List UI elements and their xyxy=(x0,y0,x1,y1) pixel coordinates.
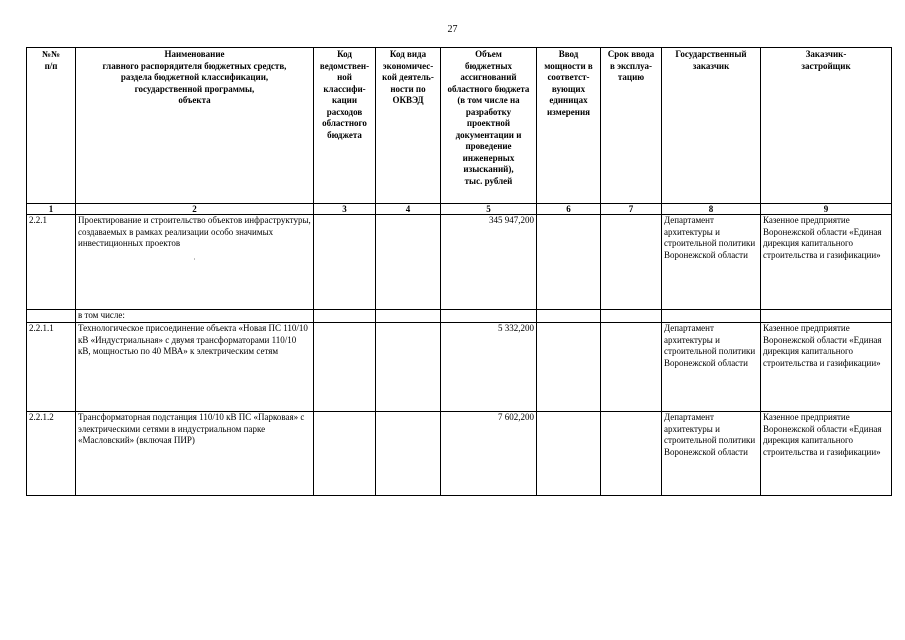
table-row xyxy=(27,412,892,496)
developer-customer: Казенное предприятие Воронежской области «Единая дирекция капитального строительства и газификации» xyxy=(761,412,892,496)
header-col-5: Объем бюджетных ассигнований областного бюджета (в том числе на разработку проектной документации и проведение инженерных изысканий), тыс. рублей xyxy=(441,48,537,204)
developer-customer: Казенное предприятие Воронежской области «Единая дирекция капитального строительства и газификации» xyxy=(761,323,892,412)
developer-customer xyxy=(761,310,892,323)
empty-cell xyxy=(537,412,601,496)
empty-cell xyxy=(376,310,441,323)
budget-amount: 7 602,200 xyxy=(441,412,537,496)
header-col-6: Ввод мощности в соответст- вующих единицах измерения xyxy=(537,48,601,204)
empty-cell xyxy=(376,412,441,496)
state-customer: Департамент архитектуры и строительной политики Воронежской области xyxy=(662,215,761,310)
empty-cell xyxy=(537,215,601,310)
state-customer xyxy=(662,310,761,323)
object-name: Трансформаторная подстанция 110/10 кВ ПС «Парковая» с электрическими сетями в индустриальном парке «Масловский» (включая ПИР) xyxy=(76,412,314,496)
column-number: 5 xyxy=(441,204,537,215)
header-col-4: Код вида экономичес- кой деятель- ности по ОКВЭД xyxy=(376,48,441,204)
empty-cell xyxy=(314,412,376,496)
column-number: 8 xyxy=(662,204,761,215)
column-number: 4 xyxy=(376,204,441,215)
state-customer: Департамент архитектуры и строительной политики Воронежской области xyxy=(662,412,761,496)
budget-amount: 345 947,200 xyxy=(441,215,537,310)
column-number-row xyxy=(27,204,892,215)
empty-cell xyxy=(376,323,441,412)
page-number: 27 xyxy=(447,24,458,35)
empty-cell xyxy=(601,215,662,310)
header-col-8: Государственный заказчик xyxy=(662,48,761,204)
header-col-3: Код ведомствен- ной классифи- кации расходов областного бюджета xyxy=(314,48,376,204)
empty-cell xyxy=(537,310,601,323)
empty-cell xyxy=(314,323,376,412)
table-row xyxy=(27,215,892,310)
budget-amount xyxy=(441,310,537,323)
column-number: 2 xyxy=(76,204,314,215)
empty-cell xyxy=(601,310,662,323)
row-number xyxy=(27,310,76,323)
column-number: 9 xyxy=(761,204,892,215)
empty-cell xyxy=(376,215,441,310)
column-number: 1 xyxy=(27,204,76,215)
column-number: 6 xyxy=(537,204,601,215)
table-row xyxy=(27,310,892,323)
column-number: 3 xyxy=(314,204,376,215)
object-name-text: Проектирование и строительство объектов инфраструктуры, создаваемых в рамках реализации особо значимых инвестиционных проектов xyxy=(78,215,311,248)
empty-cell xyxy=(537,323,601,412)
row-number: 2.2.1.1 xyxy=(27,323,76,412)
budget-table xyxy=(26,47,892,496)
row-number: 2.2.1 xyxy=(27,215,76,310)
header-col-2: Наименование главного распорядителя бюджетных средств, раздела бюджетной классификации, государственной программы, объекта xyxy=(76,48,314,204)
object-name: Технологическое присоединение объекта «Новая ПС 110/10 кВ «Индустриальная» с двумя трансформаторами 110/10 кВ, мощностью по 40 МВА» к электрическим сетям xyxy=(76,323,314,412)
state-customer: Департамент архитектуры и строительной политики Воронежской области xyxy=(662,323,761,412)
empty-cell xyxy=(601,412,662,496)
object-name xyxy=(76,215,314,310)
empty-cell xyxy=(314,310,376,323)
row-number: 2.2.1.2 xyxy=(27,412,76,496)
column-number: 7 xyxy=(601,204,662,215)
header-col-7: Срок ввода в эксплуа- тацию xyxy=(601,48,662,204)
header-col-1: №№ п/п xyxy=(27,48,76,204)
empty-cell xyxy=(314,215,376,310)
object-name: в том числе: xyxy=(76,310,314,323)
budget-amount: 5 332,200 xyxy=(441,323,537,412)
header-row xyxy=(27,48,892,204)
empty-cell xyxy=(601,323,662,412)
table-row xyxy=(27,323,892,412)
scan-speck: · xyxy=(193,254,196,264)
developer-customer: Казенное предприятие Воронежской области «Единая дирекция капитального строительства и газификации» xyxy=(761,215,892,310)
header-col-9: Заказчик- застройщик xyxy=(761,48,892,204)
